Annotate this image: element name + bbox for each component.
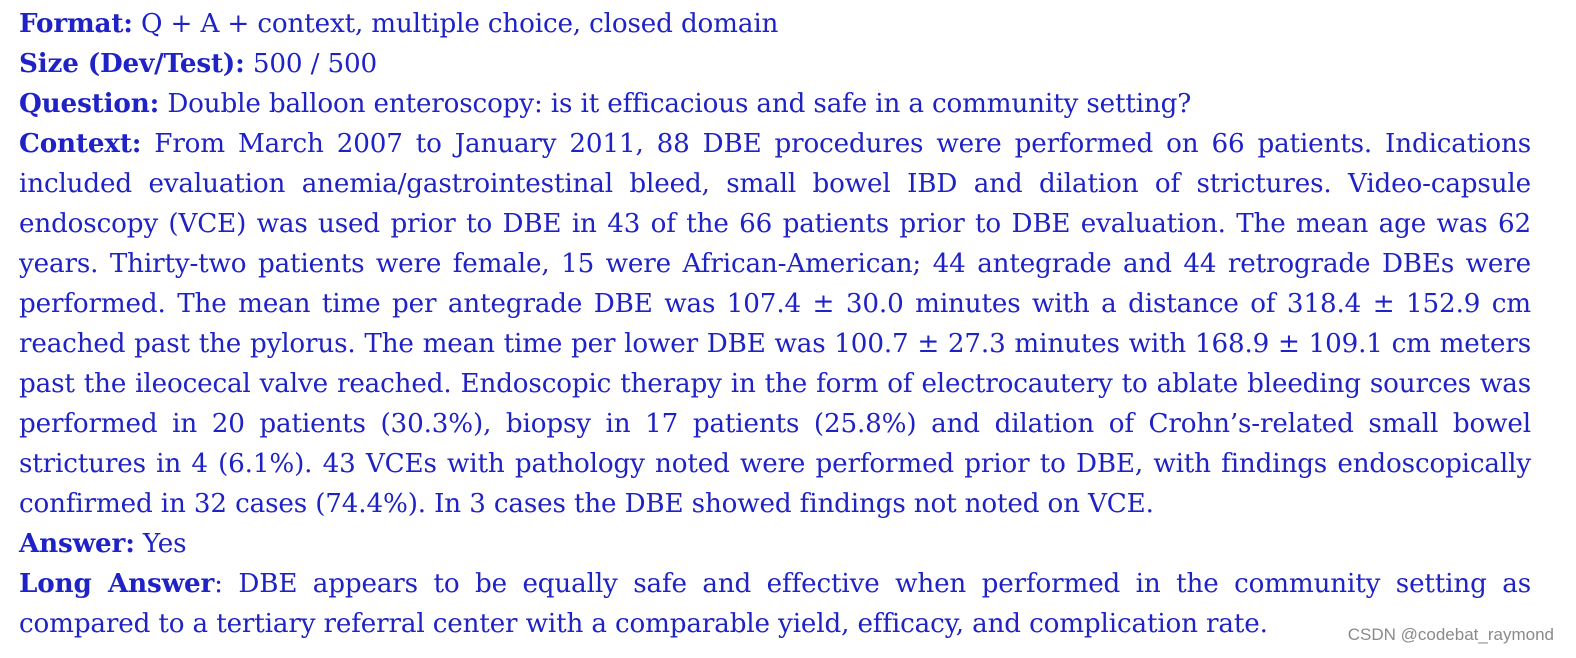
context-field bbox=[19, 124, 1531, 524]
csdn-watermark: CSDN @codebat_raymond bbox=[1347, 625, 1554, 644]
question-field bbox=[19, 84, 1531, 124]
size-label: Size (Dev/Test): bbox=[19, 48, 245, 79]
context-value: From March 2007 to January 2011, 88 DBE procedures were performed on 66 patients. Indications included evaluation anemia/gastrointestinal bleed, small bowel IBD and dilation of strictures. Video-capsule endoscopy (VCE) was used prior to DBE in 43 of the 66 patients prior to DBE evaluation. The mean age was 62 years. Thirty-two patients were female, 15 were African-American; 44 antegrade and 44 retrograde DBEs were performed. The mean time per antegrade DBE was 107.4 ± 30.0 minutes with a distance of 318.4 ± 152.9 cm reached past the pylorus. The mean time per lower DBE was 100.7 ± 27.3 minutes with 168.9 ± 109.1 cm meters past the ileocecal valve reached. Endoscopic therapy in the form of electrocautery to ablate bleeding sources was performed in 20 patients (30.3%), biopsy in 17 patients (25.8%) and dilation of Crohn’s-related small bowel strictures in 4 (6.1%). 43 VCEs with pathology noted were performed prior to DBE, with findings endoscopically confirmed in 32 cases (74.4%). In 3 cases the DBE showed findings not noted on VCE. bbox=[19, 129, 1531, 519]
format-field bbox=[19, 4, 1531, 44]
context-label: Context: bbox=[19, 128, 142, 159]
question-value: Double balloon enteroscopy: is it efficacious and safe in a community setting? bbox=[167, 89, 1192, 119]
answer-field bbox=[19, 524, 1531, 564]
answer-label: Answer: bbox=[19, 528, 135, 559]
long-answer-separator: : bbox=[214, 569, 223, 599]
long-answer-field bbox=[19, 564, 1531, 644]
long-answer-label: Long Answer bbox=[19, 568, 215, 599]
dataset-card bbox=[19, 4, 1531, 644]
size-field bbox=[19, 44, 1531, 84]
format-label: Format: bbox=[19, 8, 133, 39]
long-answer-value: DBE appears to be equally safe and effective when performed in the community setting as compared to a tertiary referral center with a comparable yield, efficacy, and complication rate. bbox=[19, 569, 1531, 639]
size-value: 500 / 500 bbox=[252, 49, 377, 79]
question-label: Question: bbox=[19, 88, 160, 119]
answer-value: Yes bbox=[142, 529, 187, 559]
format-value: Q + A + context, multiple choice, closed domain bbox=[141, 9, 779, 39]
